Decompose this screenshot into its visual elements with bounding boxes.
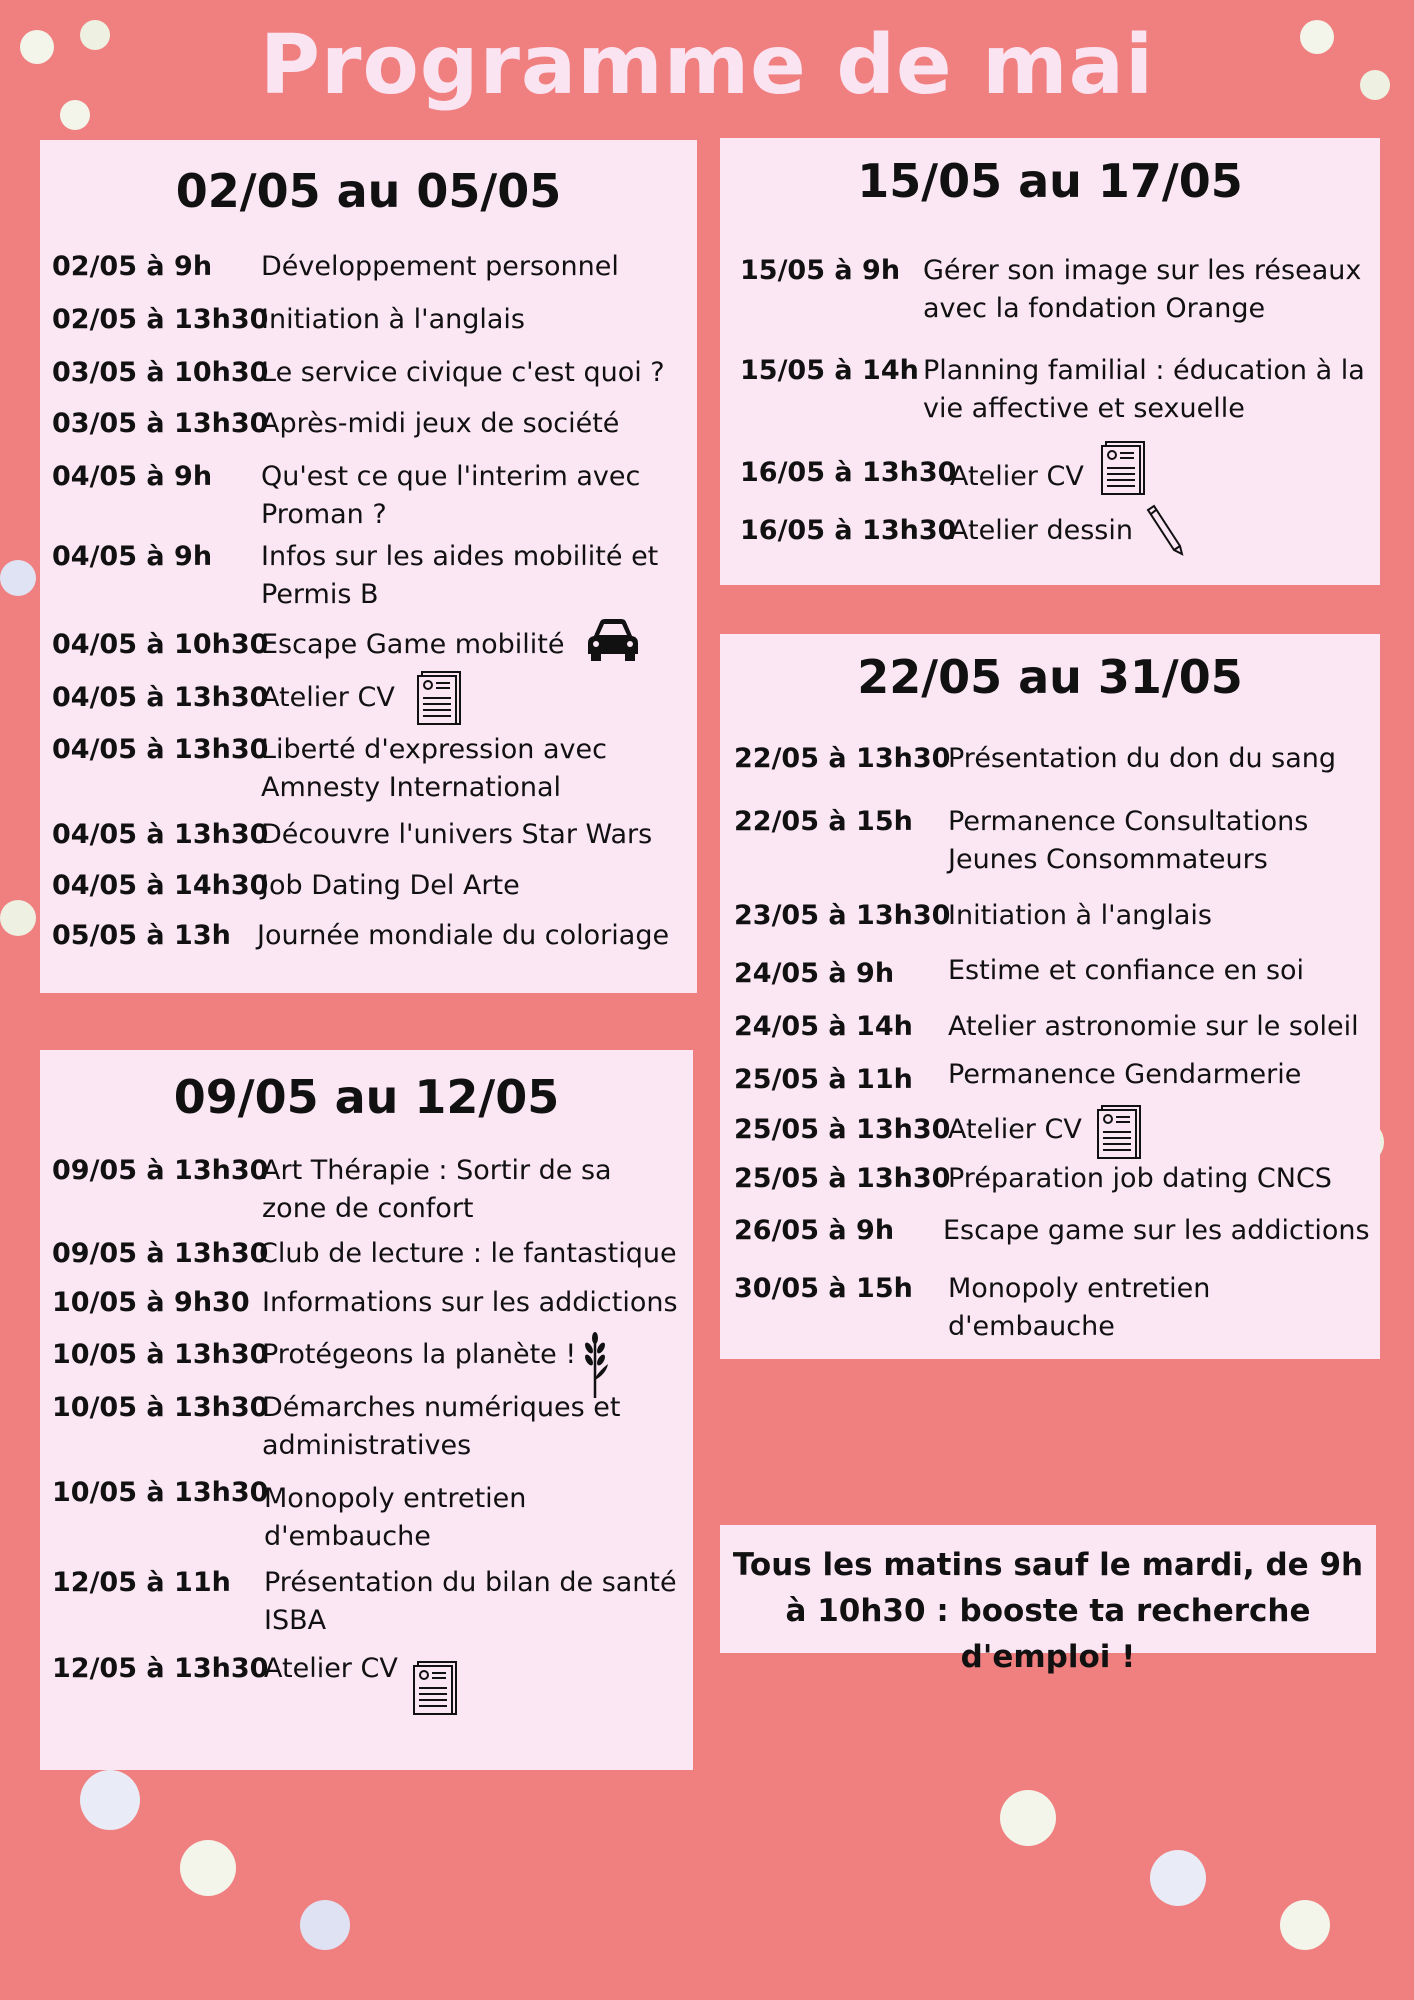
event-date: 16/05 à 13h30 — [740, 515, 957, 546]
event-date: 10/05 à 9h30 — [52, 1287, 250, 1318]
section-heading: 09/05 au 12/05 — [173, 1070, 560, 1124]
event-date: 02/05 à 9h — [52, 251, 213, 282]
event-date: 15/05 à 14h — [740, 355, 919, 386]
event-date: 10/05 à 13h30 — [52, 1477, 269, 1508]
event-title: Infos sur les aides mobilité et Permis B — [261, 541, 659, 610]
page-title: Programme de mai — [259, 18, 1155, 113]
event-date: 09/05 à 13h30 — [52, 1238, 269, 1269]
event-date: 24/05 à 9h — [734, 958, 895, 989]
event-date: 12/05 à 13h30 — [52, 1653, 269, 1684]
event-title: Développement personnel — [261, 251, 619, 282]
pencil-icon — [1142, 504, 1186, 556]
event-title: Le service civique c'est quoi ? — [261, 357, 665, 388]
cv-document-icon — [416, 670, 466, 726]
event-date: 15/05 à 9h — [740, 255, 901, 286]
section-card — [720, 634, 1380, 1359]
event-date: 03/05 à 10h30 — [52, 357, 269, 388]
event-date: 03/05 à 13h30 — [52, 408, 269, 439]
event-date: 04/05 à 9h — [52, 461, 213, 492]
event-title: Monopoly entretien d'embauche — [264, 1483, 527, 1552]
event-title: Escape Game mobilité — [261, 629, 565, 660]
event-title: Monopoly entretien d'embauche — [948, 1273, 1211, 1342]
cv-document-icon — [1096, 1104, 1146, 1160]
event-date: 04/05 à 13h30 — [52, 734, 269, 765]
event-title: Permanence Consultations Jeunes Consommateurs — [948, 806, 1309, 875]
flower-decoration — [1150, 1850, 1206, 1906]
flower-decoration — [0, 560, 36, 596]
event-title: Atelier dessin — [950, 515, 1133, 546]
section-heading: 15/05 au 17/05 — [857, 154, 1243, 208]
event-title: Présentation du bilan de santé ISBA — [264, 1567, 677, 1636]
plant-icon — [580, 1330, 610, 1400]
event-title: Informations sur les addictions — [262, 1287, 678, 1318]
event-title: Démarches numériques et administratives — [262, 1392, 621, 1461]
event-title: Gérer son image sur les réseaux avec la fondation Orange — [923, 255, 1362, 324]
event-title: Permanence Gendarmerie — [948, 1059, 1302, 1090]
event-title: Journée mondiale du coloriage — [257, 920, 670, 951]
event-title: Liberté d'expression avec Amnesty International — [261, 734, 607, 803]
event-date: 10/05 à 13h30 — [52, 1392, 269, 1423]
event-title: Estime et confiance en soi — [948, 955, 1305, 986]
event-title: Préparation job dating CNCS — [948, 1163, 1332, 1194]
event-date: 04/05 à 9h — [52, 541, 213, 572]
event-title: Initiation à l'anglais — [948, 900, 1212, 931]
section-heading: 22/05 au 31/05 — [857, 650, 1243, 704]
event-title: Qu'est ce que l'interim avec Proman ? — [261, 461, 641, 530]
event-title: Atelier CV — [264, 1653, 398, 1684]
flower-decoration — [0, 900, 36, 936]
event-title: Art Thérapie : Sortir de sa zone de confort — [262, 1155, 612, 1224]
event-date: 04/05 à 13h30 — [52, 819, 269, 850]
event-date: 05/05 à 13h — [52, 920, 231, 951]
event-date: 04/05 à 10h30 — [52, 629, 269, 660]
event-title: Club de lecture : le fantastique — [259, 1238, 677, 1269]
event-date: 25/05 à 13h30 — [734, 1163, 951, 1194]
event-title: Découvre l'univers Star Wars — [261, 819, 653, 850]
cv-document-icon — [1100, 440, 1150, 496]
event-date: 10/05 à 13h30 — [52, 1339, 269, 1370]
event-date: 12/05 à 11h — [52, 1567, 231, 1598]
flower-decoration — [1000, 1790, 1056, 1846]
event-date: 09/05 à 13h30 — [52, 1155, 269, 1186]
event-title: Atelier astronomie sur le soleil — [948, 1011, 1359, 1042]
event-date: 26/05 à 9h — [734, 1215, 895, 1246]
event-title: Initiation à l'anglais — [261, 304, 525, 335]
car-icon — [586, 616, 640, 662]
event-title: Atelier CV — [261, 682, 395, 713]
flower-decoration — [1280, 1900, 1330, 1950]
section-card — [40, 140, 697, 993]
event-date: 25/05 à 13h30 — [734, 1114, 951, 1145]
event-title: Job Dating Del Arte — [261, 870, 520, 901]
job-search-banner: Tous les matins sauf le mardi, de 9h à 10h30 : booste ta recherche d'emploi ! — [720, 1525, 1376, 1653]
flower-decoration — [80, 1770, 140, 1830]
event-date: 24/05 à 14h — [734, 1011, 913, 1042]
event-title: Protégeons la planète ! — [262, 1339, 577, 1370]
event-date: 04/05 à 14h30 — [52, 870, 269, 901]
event-date: 22/05 à 15h — [734, 806, 913, 837]
event-date: 02/05 à 13h30 — [52, 304, 269, 335]
event-title: Atelier CV — [950, 461, 1084, 492]
event-title: Présentation du don du sang — [948, 743, 1337, 774]
event-date: 30/05 à 15h — [734, 1273, 913, 1304]
event-title: Escape game sur les addictions — [943, 1215, 1370, 1246]
event-date: 23/05 à 13h30 — [734, 900, 951, 931]
flower-decoration — [300, 1900, 350, 1950]
event-date: 25/05 à 11h — [734, 1064, 913, 1095]
section-card — [720, 138, 1380, 585]
event-title: Planning familial : éducation à la vie affective et sexuelle — [923, 355, 1365, 424]
section-heading: 02/05 au 05/05 — [175, 164, 562, 218]
section-card — [40, 1050, 693, 1770]
event-date: 16/05 à 13h30 — [740, 457, 957, 488]
event-title: Après-midi jeux de société — [261, 408, 620, 439]
flower-decoration — [180, 1840, 236, 1896]
event-date: 04/05 à 13h30 — [52, 682, 269, 713]
cv-document-icon — [412, 1660, 462, 1716]
event-date: 22/05 à 13h30 — [734, 743, 951, 774]
event-title: Atelier CV — [948, 1114, 1082, 1145]
